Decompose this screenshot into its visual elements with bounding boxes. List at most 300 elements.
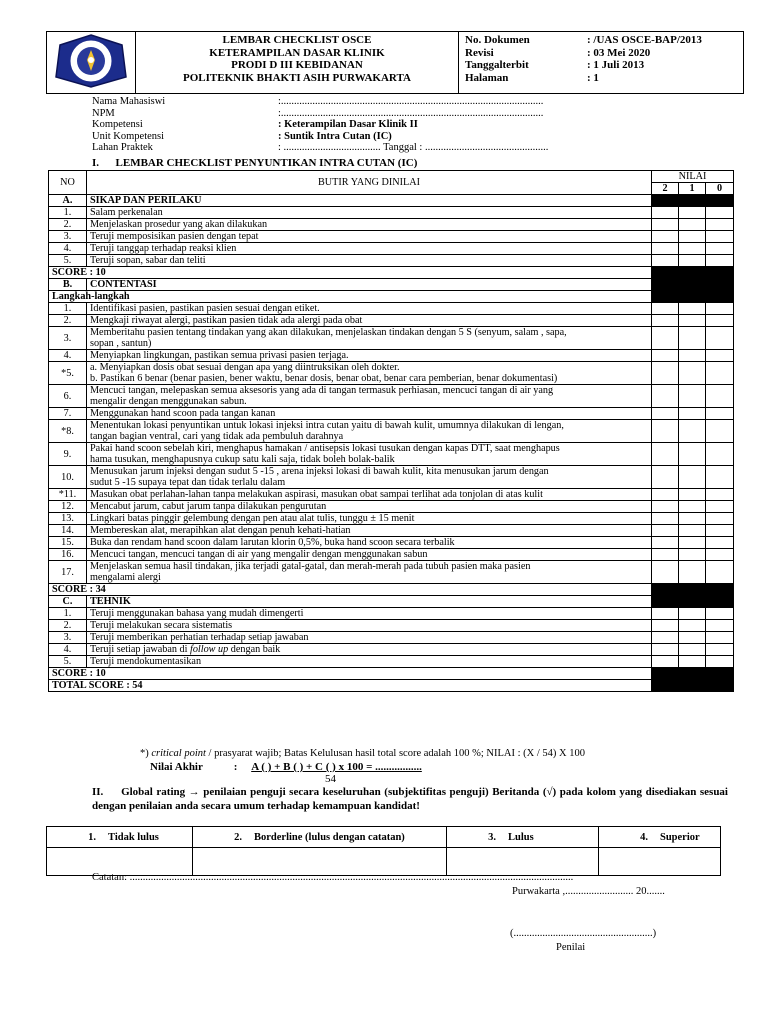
score-cell[interactable] <box>679 385 706 408</box>
row-text: TEHNIK <box>87 596 652 608</box>
score-cell[interactable] <box>652 632 679 644</box>
row-text-line: hama tusukan, menghapusnya cukup satu kali saja, tidak boleh bolak-balik <box>90 454 395 465</box>
section-number: I. <box>92 157 100 169</box>
score-cell[interactable] <box>652 303 679 315</box>
score-cell <box>679 584 706 596</box>
score-cell[interactable] <box>652 561 679 584</box>
meta-key: Tanggalterbit <box>465 59 529 71</box>
score-cell[interactable] <box>652 219 679 231</box>
row-text <box>87 385 652 408</box>
row-text <box>87 327 652 350</box>
title-line-2: KETERAMPILAN DASAR KLINIK <box>209 46 385 59</box>
row-number: 4. <box>49 243 87 255</box>
row-text-line: Lingkari batas pinggir gelembung dengan pen atau alat tulis, tunggu ± 15 menit <box>90 513 415 524</box>
score-cell[interactable] <box>679 549 706 561</box>
document-header <box>46 31 744 94</box>
row-text-line: b. Pastikan 6 benar (benar pasien, bener waktu, benar dosis, benar obat, benar cara pemberian, benar dokumentasi) <box>90 373 558 384</box>
checklist-row <box>49 620 734 632</box>
nilai-formula: A ( ) + B ( ) + C ( ) x 100 = ................. <box>251 761 422 773</box>
score-cell[interactable] <box>679 644 706 656</box>
row-number: *8. <box>49 420 87 443</box>
row-text: Teruji memposisikan pasien dengan tepat <box>87 231 652 243</box>
header-no: NO <box>49 171 87 195</box>
meta-row <box>465 34 743 47</box>
row-number: 12. <box>49 501 87 513</box>
info-label: Unit Kompetensi <box>92 130 165 142</box>
document-title <box>136 32 459 94</box>
score-cell[interactable] <box>679 443 706 466</box>
score-cell <box>706 680 734 692</box>
score-cell <box>679 668 706 680</box>
total-score-row <box>49 680 734 692</box>
checklist-row <box>49 608 734 620</box>
score-cell[interactable] <box>706 385 734 408</box>
institution-logo <box>52 33 130 89</box>
meta-value: : 1 Juli 2013 <box>587 59 645 71</box>
footnote-marker: *) <box>140 748 152 759</box>
score-cell <box>652 668 679 680</box>
table-header-row <box>49 171 734 183</box>
score-cell <box>652 291 679 303</box>
info-nama <box>92 96 652 108</box>
score-cell[interactable] <box>706 466 734 489</box>
footnote <box>140 748 585 759</box>
score-cell[interactable] <box>652 315 679 327</box>
score-cell[interactable] <box>652 608 679 620</box>
info-value: : ..................................... Tanggal : ............................................... <box>278 142 549 153</box>
row-number: *11. <box>49 489 87 501</box>
header-score-0: 0 <box>706 183 734 195</box>
score-cell[interactable] <box>652 501 679 513</box>
score-cell[interactable] <box>679 513 706 525</box>
score-cell[interactable] <box>679 561 706 584</box>
checklist-row <box>49 656 734 668</box>
score-cell <box>679 195 706 207</box>
checklist-table <box>48 170 734 692</box>
score-cell[interactable] <box>652 207 679 219</box>
checklist-row <box>49 207 734 219</box>
row-text-line: Masukan obat perlahan-lahan tanpa melakukan aspirasi, masukan obat sampai terlihat ada tonjolan di atas kulit <box>90 489 543 500</box>
row-text <box>87 644 652 656</box>
score-cell <box>679 291 706 303</box>
score-cell[interactable] <box>652 513 679 525</box>
info-label: Nama Mahasiswi <box>92 96 166 107</box>
score-a-row-label: SCORE : 10 <box>49 267 652 279</box>
row-text <box>87 315 652 327</box>
row-number: 13. <box>49 513 87 525</box>
row-number: 2. <box>49 620 87 632</box>
logo-cell <box>47 32 136 94</box>
score-cell[interactable] <box>679 489 706 501</box>
rating-number: 4. <box>640 831 648 843</box>
score-cell[interactable] <box>679 608 706 620</box>
score-cell[interactable] <box>706 525 734 537</box>
info-npm <box>92 108 652 120</box>
row-number: 4. <box>49 350 87 362</box>
checklist-row <box>49 231 734 243</box>
row-text: CONTENTASI <box>87 279 652 291</box>
section-title: LEMBAR CHECKLIST PENYUNTIKAN INTRA CUTAN (IC) <box>115 157 418 169</box>
row-text-line: mengalami alergi <box>90 572 161 583</box>
checklist-row <box>49 408 734 420</box>
section-b-header <box>49 279 734 291</box>
row-text <box>87 489 652 501</box>
rating-option-borderline <box>193 827 447 848</box>
row-text <box>87 513 652 525</box>
rating-number: 3. <box>488 831 496 843</box>
meta-key: No. Dokumen <box>465 34 530 46</box>
checklist-row <box>49 561 734 584</box>
header-butir: BUTIR YANG DINILAI <box>87 171 652 195</box>
score-cell[interactable] <box>706 549 734 561</box>
info-value: :.................................................................................................... <box>278 96 544 107</box>
section-2-number: II. <box>92 786 104 798</box>
score-cell[interactable] <box>706 620 734 632</box>
row-number: 3. <box>49 632 87 644</box>
score-cell[interactable] <box>679 219 706 231</box>
checklist-row <box>49 303 734 315</box>
score-cell[interactable] <box>652 231 679 243</box>
langkah-row-label: Langkah-langkah <box>49 291 652 303</box>
row-text <box>87 525 652 537</box>
score-cell[interactable] <box>706 219 734 231</box>
meta-row <box>465 59 743 72</box>
row-text <box>87 420 652 443</box>
row-text: Teruji memberikan perhatian terhadap setiap jawaban <box>87 632 652 644</box>
rating-label: Tidak lulus <box>108 831 159 843</box>
row-number: 3. <box>49 231 87 243</box>
score-cell[interactable] <box>706 632 734 644</box>
score-cell[interactable] <box>706 608 734 620</box>
row-text-line: tangan bagian ventral, cari yang tidak ada pembuluh darahnya <box>90 431 344 442</box>
row-text: Teruji melakukan secara sistematis <box>87 620 652 632</box>
score-cell[interactable] <box>706 350 734 362</box>
score-cell[interactable] <box>679 350 706 362</box>
checklist-row <box>49 385 734 408</box>
rating-option-superior <box>599 827 721 848</box>
checklist-row <box>49 489 734 501</box>
checklist-row <box>49 537 734 549</box>
row-text <box>87 350 652 362</box>
score-cell[interactable] <box>679 632 706 644</box>
score-cell[interactable] <box>652 489 679 501</box>
score-a-row <box>49 267 734 279</box>
score-cell <box>706 584 734 596</box>
row-text-line: sudut 5 -15 supaya tepat dan tidak terlalu dalam <box>90 477 286 488</box>
row-text: Teruji mendokumentasikan <box>87 656 652 668</box>
row-text-line: a. Menyiapkan dosis obat sesuai dengan apa yang diintruksikan oleh dokter. <box>90 362 400 373</box>
footnote-text: / prasyarat wajib; Batas Kelulusan hasil total score adalah 100 %; NILAI : (X / 54) X 100 <box>205 748 585 759</box>
meta-value: : 1 <box>587 71 599 84</box>
row-number: 5. <box>49 656 87 668</box>
score-cell[interactable] <box>652 466 679 489</box>
row-number: *5. <box>49 362 87 385</box>
score-cell <box>706 291 734 303</box>
checklist-row <box>49 513 734 525</box>
score-cell[interactable] <box>679 656 706 668</box>
row-text <box>87 561 652 584</box>
section-c-header <box>49 596 734 608</box>
info-label: NPM <box>92 107 115 119</box>
header-nilai: NILAI <box>652 171 734 183</box>
row-number: C. <box>49 596 87 608</box>
score-cell[interactable] <box>679 231 706 243</box>
row-number: 14. <box>49 525 87 537</box>
rating-number: 1. <box>88 831 96 843</box>
info-label: Kompetensi <box>92 119 143 130</box>
info-value: : Suntik Intra Cutan (IC) <box>278 130 392 142</box>
score-cell[interactable] <box>679 501 706 513</box>
global-rating-table <box>46 826 721 876</box>
row-number: 5. <box>49 255 87 267</box>
score-cell[interactable] <box>706 207 734 219</box>
info-kompetensi <box>92 119 652 131</box>
rating-label: Borderline (lulus dengan catatan) <box>254 831 405 843</box>
row-number: 1. <box>49 303 87 315</box>
score-cell[interactable] <box>652 644 679 656</box>
row-number: 2. <box>49 219 87 231</box>
score-cell[interactable] <box>652 620 679 632</box>
row-number: 15. <box>49 537 87 549</box>
score-cell[interactable] <box>706 362 734 385</box>
checklist-row <box>49 443 734 466</box>
score-cell[interactable] <box>679 327 706 350</box>
score-cell[interactable] <box>706 420 734 443</box>
header-score-1: 1 <box>679 183 706 195</box>
info-lahan-praktek <box>92 142 652 154</box>
row-text-line: Membereskan alat, merapihkan alat dengan penuh kehati-hatian <box>90 525 351 536</box>
score-cell[interactable] <box>706 489 734 501</box>
score-cell <box>652 267 679 279</box>
score-cell[interactable] <box>679 255 706 267</box>
score-cell[interactable] <box>679 303 706 315</box>
score-cell[interactable] <box>706 513 734 525</box>
meta-key: Halaman <box>465 71 509 84</box>
row-text-line: Pakai hand scoon sebelah kiri, menghapus hamakan / antisepsis lokasi tusukan dengan kapas DTT, saat menghapus <box>90 443 560 454</box>
checklist-row <box>49 549 734 561</box>
score-cell[interactable] <box>679 207 706 219</box>
row-text-line: Menyiapkan lingkungan, pastikan semua privasi pasien terjaga. <box>90 350 349 361</box>
score-cell[interactable] <box>652 350 679 362</box>
score-cell <box>679 680 706 692</box>
meta-value: : /UAS OSCE-BAP/2013 <box>587 34 702 46</box>
row-text-line: mengalir dengan menggunakan sabun. <box>90 396 247 407</box>
score-cell[interactable] <box>652 362 679 385</box>
score-cell[interactable] <box>652 255 679 267</box>
score-cell[interactable] <box>706 243 734 255</box>
row-number: 1. <box>49 207 87 219</box>
row-text-line: Mengkaji riwayat alergi, pastikan pasien tidak ada alergi pada obat <box>90 315 363 326</box>
row-text: Menjelaskan prosedur yang akan dilakukan <box>87 219 652 231</box>
score-cell[interactable] <box>652 385 679 408</box>
document-meta <box>459 32 744 94</box>
row-text: Teruji sopan, sabar dan teliti <box>87 255 652 267</box>
score-cell[interactable] <box>706 231 734 243</box>
row-number: 1. <box>49 608 87 620</box>
title-line-1: LEMBAR CHECKLIST OSCE <box>222 34 372 46</box>
info-unit-kompetensi <box>92 131 652 143</box>
row-number: 7. <box>49 408 87 420</box>
row-text-line: sopan , santun) <box>90 338 152 349</box>
nilai-akhir <box>150 761 422 785</box>
row-number: 10. <box>49 466 87 489</box>
score-cell[interactable] <box>706 501 734 513</box>
score-cell <box>679 596 706 608</box>
row-number: B. <box>49 279 87 291</box>
checklist-row <box>49 243 734 255</box>
student-info <box>92 96 652 154</box>
row-text-line: Memberitahu pasien tentang tindakan yang akan dilakukan, menjelaskan tindakan dengan 5 S (senyum, salam , sapa, <box>90 327 567 338</box>
score-cell[interactable] <box>679 362 706 385</box>
row-number: 2. <box>49 315 87 327</box>
row-number: 4. <box>49 644 87 656</box>
score-cell[interactable] <box>706 255 734 267</box>
score-cell[interactable] <box>652 549 679 561</box>
info-value: : Keterampilan Dasar Klinik II <box>278 119 418 130</box>
langkah-row <box>49 291 734 303</box>
nilai-denominator: 54 <box>325 773 336 785</box>
score-cell <box>706 596 734 608</box>
section-2 <box>92 786 728 813</box>
row-text <box>87 303 652 315</box>
score-cell[interactable] <box>679 537 706 549</box>
checklist-row <box>49 644 734 656</box>
nilai-colon: : <box>233 761 238 773</box>
checklist-row <box>49 525 734 537</box>
row-text <box>87 537 652 549</box>
info-label: Lahan Praktek <box>92 142 153 153</box>
score-cell[interactable] <box>652 525 679 537</box>
score-cell <box>706 668 734 680</box>
checklist-row <box>49 466 734 489</box>
checklist-row <box>49 219 734 231</box>
score-cell <box>706 267 734 279</box>
score-c-row-label: SCORE : 10 <box>49 668 652 680</box>
row-text-line: Identifikasi pasien, pastikan pasien sesuai dengan etiket. <box>90 303 320 314</box>
score-cell <box>652 584 679 596</box>
score-cell[interactable] <box>652 243 679 255</box>
checklist-row <box>49 327 734 350</box>
score-cell[interactable] <box>706 303 734 315</box>
score-cell[interactable] <box>706 315 734 327</box>
row-text <box>87 443 652 466</box>
penilai-label: Penilai <box>556 942 586 953</box>
checklist-row <box>49 350 734 362</box>
score-b-row-label: SCORE : 34 <box>49 584 652 596</box>
score-cell[interactable] <box>706 656 734 668</box>
row-number: 16. <box>49 549 87 561</box>
row-text: Teruji tanggap terhadap reaksi klien <box>87 243 652 255</box>
nilai-label: Nilai Akhir <box>150 761 203 773</box>
row-number: 9. <box>49 443 87 466</box>
meta-row <box>465 72 743 85</box>
row-text-emphasis: follow up <box>190 644 229 655</box>
score-cell[interactable] <box>706 537 734 549</box>
signature-line: (.....................................................) <box>510 928 657 939</box>
score-cell[interactable] <box>679 243 706 255</box>
total-score-row-label: TOTAL SCORE : 54 <box>49 680 652 692</box>
score-b-row <box>49 584 734 596</box>
score-cell[interactable] <box>652 656 679 668</box>
score-cell[interactable] <box>652 443 679 466</box>
row-text <box>87 466 652 489</box>
row-text <box>87 408 652 420</box>
score-cell[interactable] <box>652 408 679 420</box>
score-cell <box>706 195 734 207</box>
rating-option-lulus <box>447 827 599 848</box>
rating-number: 2. <box>234 831 242 843</box>
row-number: A. <box>49 195 87 207</box>
row-text <box>87 501 652 513</box>
row-text: Teruji menggunakan bahasa yang mudah dimengerti <box>87 608 652 620</box>
checklist-row <box>49 362 734 385</box>
row-text <box>87 362 652 385</box>
header-score-2: 2 <box>652 183 679 195</box>
row-number: 17. <box>49 561 87 584</box>
score-cell[interactable] <box>652 327 679 350</box>
score-cell[interactable] <box>706 327 734 350</box>
row-text: Salam perkenalan <box>87 207 652 219</box>
title-line-3: PRODI D III KEBIDANAN <box>231 59 363 71</box>
score-cell[interactable] <box>679 525 706 537</box>
score-cell <box>652 680 679 692</box>
row-number: 6. <box>49 385 87 408</box>
rating-option-tidak-lulus <box>47 827 193 848</box>
score-cell[interactable] <box>679 408 706 420</box>
section-a-header <box>49 195 734 207</box>
score-cell <box>652 195 679 207</box>
catatan-line: Catatan: ......................................................................................................................................................................... <box>92 872 574 883</box>
score-c-row <box>49 668 734 680</box>
meta-key: Revisi <box>465 46 494 59</box>
row-text-line: Menentukan lokasi penyuntikan untuk lokasi injeksi intra cutan yaitu di bawah kulit, umumnya dilakukan di lengan, <box>90 420 564 431</box>
row-text-line: Mencuci tangan, melepaskan semua aksesoris yang ada di tangan termasuk perhiasan, mencuci tangan di air yang <box>90 385 554 396</box>
row-text-line: Mencabut jarum, cabut jarum tanpa dilakukan pengurutan <box>90 501 327 512</box>
score-cell <box>652 596 679 608</box>
row-text-line: Menggunakan hand scoon pada tangan kanan <box>90 408 276 419</box>
footnote-critical: critical point <box>151 748 206 759</box>
row-text-pre: Teruji setiap jawaban di <box>90 644 190 655</box>
score-cell[interactable] <box>706 561 734 584</box>
score-cell <box>706 279 734 291</box>
info-value: :.................................................................................................... <box>278 107 544 119</box>
score-cell[interactable] <box>679 420 706 443</box>
row-text <box>87 549 652 561</box>
checklist-row <box>49 501 734 513</box>
rating-label: Superior <box>660 831 700 843</box>
score-cell[interactable] <box>679 466 706 489</box>
score-cell[interactable] <box>652 537 679 549</box>
title-line-4: POLITEKNIK BHAKTI ASIH PURWAKARTA <box>183 71 411 84</box>
row-text-line: Mencuci tangan, mencuci tangan di air yang mengalir dengan menggunakan sabun <box>90 549 428 560</box>
score-cell <box>679 279 706 291</box>
rating-label: Lulus <box>508 831 534 843</box>
section-2-text: Global rating → penilaian penguji secara keseluruhan (subjektifitas penguji) Beritanda (√) pada kolom yang disediakan sesuai dengan penilaian anda secara umum terhadap kemampuan kandidat! <box>92 786 728 812</box>
score-cell[interactable] <box>706 408 734 420</box>
checklist-row <box>49 315 734 327</box>
row-text: SIKAP DAN PERILAKU <box>87 195 652 207</box>
row-text-post: dengan baik <box>228 644 281 655</box>
score-cell[interactable] <box>652 420 679 443</box>
score-cell[interactable] <box>679 620 706 632</box>
checklist-row <box>49 632 734 644</box>
score-cell[interactable] <box>706 644 734 656</box>
place-date: Purwakarta ,.......................... 20....... <box>512 886 665 897</box>
rating-checkbox-superior[interactable] <box>599 848 721 876</box>
score-cell[interactable] <box>706 443 734 466</box>
score-cell <box>652 279 679 291</box>
score-cell[interactable] <box>679 315 706 327</box>
